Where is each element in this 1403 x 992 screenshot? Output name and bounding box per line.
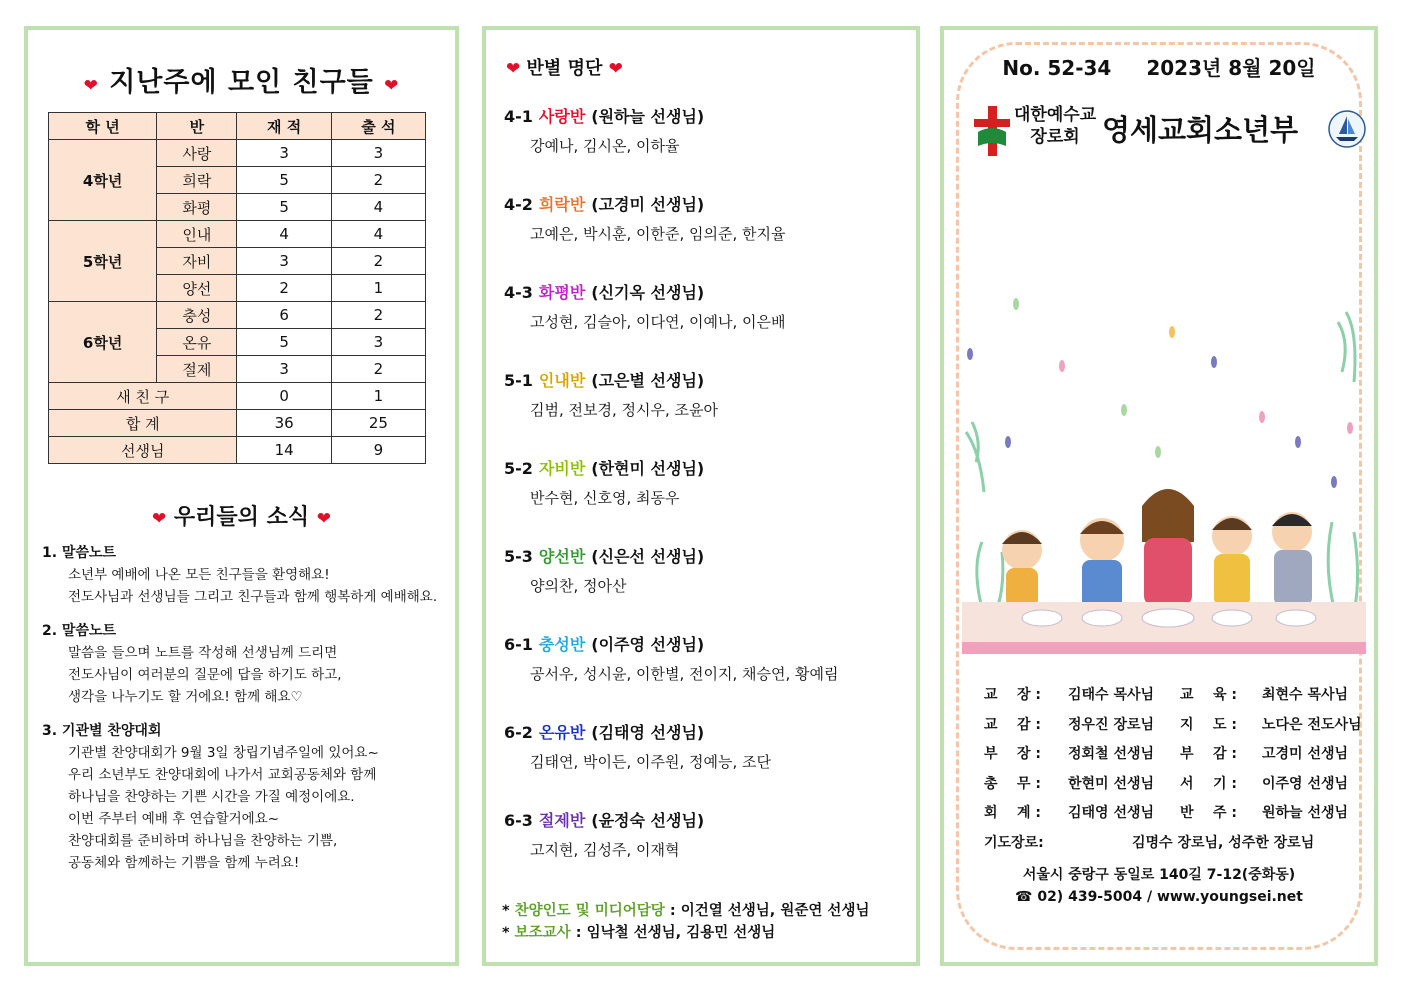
- table-row: [49, 221, 426, 248]
- people: [1002, 489, 1312, 610]
- staff-name: 최현수 목사님: [1262, 687, 1349, 703]
- staff-name: 김태수 목사님: [1068, 687, 1155, 703]
- heart-icon: ❤: [316, 509, 331, 529]
- class-members: 김범, 전보경, 정시우, 조윤아: [530, 401, 718, 419]
- class-heading: [504, 720, 904, 743]
- staff-row: [984, 773, 1354, 795]
- note-row: [502, 922, 869, 944]
- staff-role: 지 도 :: [1180, 716, 1238, 733]
- heart-icon: ❤: [506, 59, 521, 79]
- summary-row: [49, 383, 426, 410]
- asterisk: *: [502, 925, 515, 941]
- class-heading: [504, 544, 904, 567]
- column-header: 재 적: [237, 113, 331, 140]
- class-code: 4-3: [504, 283, 533, 302]
- class-code: 4-1: [504, 107, 533, 126]
- count-cell: 0: [237, 383, 331, 410]
- class-cell: 인내: [157, 221, 237, 248]
- note-label: 보조교사: [514, 925, 571, 941]
- class-cell: 희락: [157, 167, 237, 194]
- class-members: 공서우, 성시윤, 이한별, 전이지, 채승연, 황예림: [530, 665, 839, 683]
- church-name: 영세교회소년부: [1102, 113, 1299, 147]
- class-teacher: (고은별 선생님): [591, 371, 705, 390]
- last-supper-illustration: [962, 292, 1366, 662]
- class-cell: 절제: [157, 356, 237, 383]
- count-cell: 3: [331, 140, 425, 167]
- attendance-panel: [24, 26, 459, 966]
- class-members: 강예나, 김시온, 이하율: [530, 137, 680, 155]
- news-line: 이번 주부터 예배 후 연습할거에요~: [68, 811, 280, 827]
- class-heading: [504, 456, 904, 479]
- class-entry: [504, 192, 904, 244]
- staff-role: 총 무 :: [984, 775, 1042, 792]
- class-cell: 충성: [157, 302, 237, 329]
- heart-icon: ❤: [83, 76, 99, 96]
- heart-icon: ❤: [608, 59, 623, 79]
- staff-row: [984, 743, 1354, 765]
- class-code: 5-2: [504, 459, 533, 478]
- class-heading: [504, 104, 904, 127]
- address: 서울시 중랑구 동일로 140길 7-12(중화동): [1022, 867, 1296, 883]
- class-members: 고성현, 김슬아, 이다연, 이예나, 이은배: [530, 313, 786, 331]
- news-heading: 3. 기관별 찬양대회: [42, 723, 162, 739]
- summary-label: 합 계: [49, 410, 237, 437]
- news-heading: 2. 말씀노트: [42, 623, 117, 639]
- staff-role: 교 감 :: [984, 716, 1042, 733]
- count-cell: 1: [331, 275, 425, 302]
- summary-row: [49, 437, 426, 464]
- news-line: 생각을 나누기도 할 거에요! 함께 해요♡: [68, 689, 303, 705]
- class-entry: [504, 632, 904, 684]
- class-name: 사랑반: [538, 107, 586, 126]
- attendance-title: ❤ 지난주에 모인 친구들 ❤: [83, 67, 400, 98]
- count-cell: 3: [237, 356, 331, 383]
- separator: :: [570, 925, 587, 941]
- cover-panel: No. 52-34 2023년 8월 20일 대한예수교 장로회 영세교회소년부 교 장 : 김태수 목사님 교 육 : 최현수 목사님 교 감 : 정우진 장로님 지 도 : 노다은 전도사님 부 장 : 정회철 선생님 부 감 : 고경미 선생님 총 무 : 한현미 선생님 서 기 : 이주영 선생님 회 계 : 김태영 선생님 반 주 : 원하늘 선생님 기도장로: 김명수 장로님, 성주한 장로님 서울시 중랑구 동일로 140길 7-12(중화동) ☎ 02) 439-5004 / www.youngsei.net: [940, 26, 1378, 966]
- grade-cell: 4학년: [49, 140, 157, 221]
- staff-role: 교 장 :: [984, 687, 1042, 703]
- table-row: [49, 302, 426, 329]
- staff-role: 부 감 :: [1180, 746, 1238, 762]
- class-teacher: (이주영 선생님): [591, 635, 705, 654]
- news-line: 전도사님이 여러분의 질문에 답을 하기도 하고,: [68, 667, 342, 683]
- youngsei-emblem-icon: [1328, 110, 1366, 148]
- staff-name: 한현미 선생님: [1068, 775, 1155, 792]
- class-entry: [504, 544, 904, 596]
- news-line: 소년부 예배에 나온 모든 친구들을 환영해요!: [68, 567, 330, 583]
- grade-cell: 6학년: [49, 302, 157, 383]
- staff-role: 반 주 :: [1180, 805, 1238, 821]
- news-line: 찬양대회를 준비하며 하나님을 찬양하는 기쁨,: [68, 833, 338, 849]
- confetti: [967, 298, 1353, 488]
- class-teacher: (한현미 선생님): [591, 459, 705, 478]
- class-name: 절제반: [538, 811, 586, 830]
- class-code: 5-3: [504, 547, 533, 566]
- staff-row: [984, 684, 1354, 706]
- class-entry: [504, 456, 904, 508]
- news-line: 기관별 찬양대회가 9월 3일 창립기념주일에 있어요~: [68, 745, 379, 761]
- tablecloth: [962, 642, 1366, 654]
- class-heading: [504, 280, 904, 303]
- class-name: 화평반: [538, 283, 586, 302]
- class-teacher: (고경미 선생님): [591, 195, 705, 214]
- staff-role: 부 장 :: [984, 746, 1042, 762]
- staff-role: 교 육 :: [1180, 687, 1238, 703]
- attendance-table: [48, 112, 426, 464]
- staff-row: [984, 802, 1354, 824]
- asterisk: *: [502, 903, 515, 919]
- staff-notes: [502, 900, 869, 944]
- class-entry: [504, 808, 904, 860]
- count-cell: 5: [237, 194, 331, 221]
- count-cell: 4: [237, 221, 331, 248]
- staff-name: 노다은 전도사님: [1262, 716, 1362, 733]
- class-members: 양의찬, 정아산: [530, 577, 627, 595]
- class-name: 온유반: [538, 723, 586, 742]
- class-entry: [504, 368, 904, 420]
- class-name: 희락반: [538, 195, 586, 214]
- note-row: [502, 900, 869, 922]
- count-cell: 2: [331, 248, 425, 275]
- class-name: 자비반: [538, 459, 586, 478]
- staff-name: 원하늘 선생님: [1262, 805, 1349, 821]
- class-members: 고지현, 김성주, 이재혁: [530, 841, 680, 859]
- class-cell: 양선: [157, 275, 237, 302]
- class-cell: 사랑: [157, 140, 237, 167]
- class-roster-panel: [482, 26, 920, 966]
- news-line: 말씀을 들으며 노트를 작성해 선생님께 드리면: [68, 645, 338, 661]
- news-item: [42, 720, 447, 874]
- heart-icon: ❤: [151, 509, 167, 529]
- grade-cell: 5학년: [49, 221, 157, 302]
- roster-title: ❤ 반별 명단 ❤: [506, 58, 623, 79]
- class-cell: 화평: [157, 194, 237, 221]
- class-cell: 온유: [157, 329, 237, 356]
- class-teacher: (원하늘 선생님): [591, 107, 705, 126]
- summary-label: 새 친 구: [49, 383, 237, 410]
- class-code: 6-1: [504, 635, 533, 654]
- class-code: 6-2: [504, 723, 533, 742]
- class-entry: [504, 720, 904, 772]
- staff-role: 회 계 :: [984, 805, 1042, 821]
- table-header-row: [49, 113, 426, 140]
- table-row: [49, 140, 426, 167]
- class-name: 충성반: [538, 635, 586, 654]
- note-text: 임낙철 선생님, 김용민 선생님: [586, 925, 776, 941]
- count-cell: 2: [237, 275, 331, 302]
- heart-icon: ❤: [384, 76, 400, 96]
- class-heading: [504, 368, 904, 391]
- count-cell: 4: [331, 194, 425, 221]
- column-header: 학 년: [49, 113, 157, 140]
- issue-date: 2023년 8월 20일: [1146, 56, 1316, 80]
- news-line: 우리 소년부도 찬양대회에 나가서 교회공동체와 함께: [68, 767, 377, 783]
- news-title: ❤ 우리들의 소식 ❤: [151, 505, 331, 530]
- denomination: 대한예수교 장로회: [1014, 105, 1097, 147]
- class-code: 4-2: [504, 195, 533, 214]
- count-cell: 9: [331, 437, 425, 464]
- summary-row: [49, 410, 426, 437]
- class-code: 5-1: [504, 371, 533, 390]
- note-label: 찬양인도 및 미디어담당: [514, 903, 665, 919]
- count-cell: 5: [237, 167, 331, 194]
- contact: ☎ 02) 439-5004 / www.youngsei.net: [1015, 889, 1303, 905]
- class-entry: [504, 280, 904, 332]
- class-heading: [504, 808, 904, 831]
- class-members: 고예은, 박시훈, 이한준, 임의준, 한지율: [530, 225, 786, 243]
- news-list: [42, 542, 447, 886]
- count-cell: 25: [331, 410, 425, 437]
- count-cell: 2: [331, 302, 425, 329]
- staff-name: 고경미 선생님: [1262, 746, 1349, 762]
- count-cell: 4: [331, 221, 425, 248]
- news-item: [42, 542, 447, 608]
- address-block: [944, 864, 1374, 908]
- class-teacher: (김태영 선생님): [591, 723, 705, 742]
- class-name: 양선반: [538, 547, 586, 566]
- class-teacher: (윤정숙 선생님): [591, 811, 705, 830]
- class-teacher: (신기옥 선생님): [591, 283, 705, 302]
- issue-info: [944, 52, 1374, 81]
- count-cell: 2: [331, 167, 425, 194]
- count-cell: 1: [331, 383, 425, 410]
- class-teacher: (신은선 선생님): [591, 547, 705, 566]
- staff-row: [984, 714, 1362, 736]
- class-entry: [504, 104, 904, 156]
- count-cell: 3: [237, 248, 331, 275]
- staff-role: 서 기 :: [1180, 775, 1238, 792]
- news-line: 하나님을 찬양하는 기쁜 시간을 가질 예정이에요.: [68, 789, 355, 805]
- class-members: 김태연, 박이든, 이주원, 정예능, 조단: [530, 753, 772, 771]
- count-cell: 14: [237, 437, 331, 464]
- news-line: 공동체와 함께하는 기쁨을 함께 누려요!: [68, 855, 300, 871]
- class-name: 인내반: [538, 371, 586, 390]
- count-cell: 36: [237, 410, 331, 437]
- count-cell: 2: [331, 356, 425, 383]
- class-heading: [504, 632, 904, 655]
- column-header: 반: [157, 113, 237, 140]
- news-line: 전도사님과 선생님들 그리고 친구들과 함께 행복하게 예배해요.: [68, 589, 438, 605]
- column-header: 출 석: [331, 113, 425, 140]
- separator: :: [664, 903, 681, 919]
- summary-label: 선생님: [49, 437, 237, 464]
- count-cell: 5: [237, 329, 331, 356]
- class-members: 반수현, 신호영, 최동우: [530, 489, 680, 507]
- count-cell: 6: [237, 302, 331, 329]
- class-heading: [504, 192, 904, 215]
- staff-name: 정우진 장로님: [1068, 716, 1155, 733]
- staff-name: 김태영 선생님: [1068, 805, 1155, 821]
- news-heading: 1. 말씀노트: [42, 545, 117, 561]
- cross-logo-icon: [974, 106, 1010, 156]
- note-text: 이건열 선생님, 원준연 선생님: [680, 903, 870, 919]
- count-cell: 3: [237, 140, 331, 167]
- class-cell: 자비: [157, 248, 237, 275]
- class-code: 6-3: [504, 811, 533, 830]
- staff-name: 이주영 선생님: [1262, 775, 1349, 792]
- count-cell: 3: [331, 329, 425, 356]
- issue-number: No. 52-34: [1002, 56, 1112, 80]
- news-item: [42, 620, 447, 708]
- staff-name: 정회철 선생님: [1068, 746, 1155, 762]
